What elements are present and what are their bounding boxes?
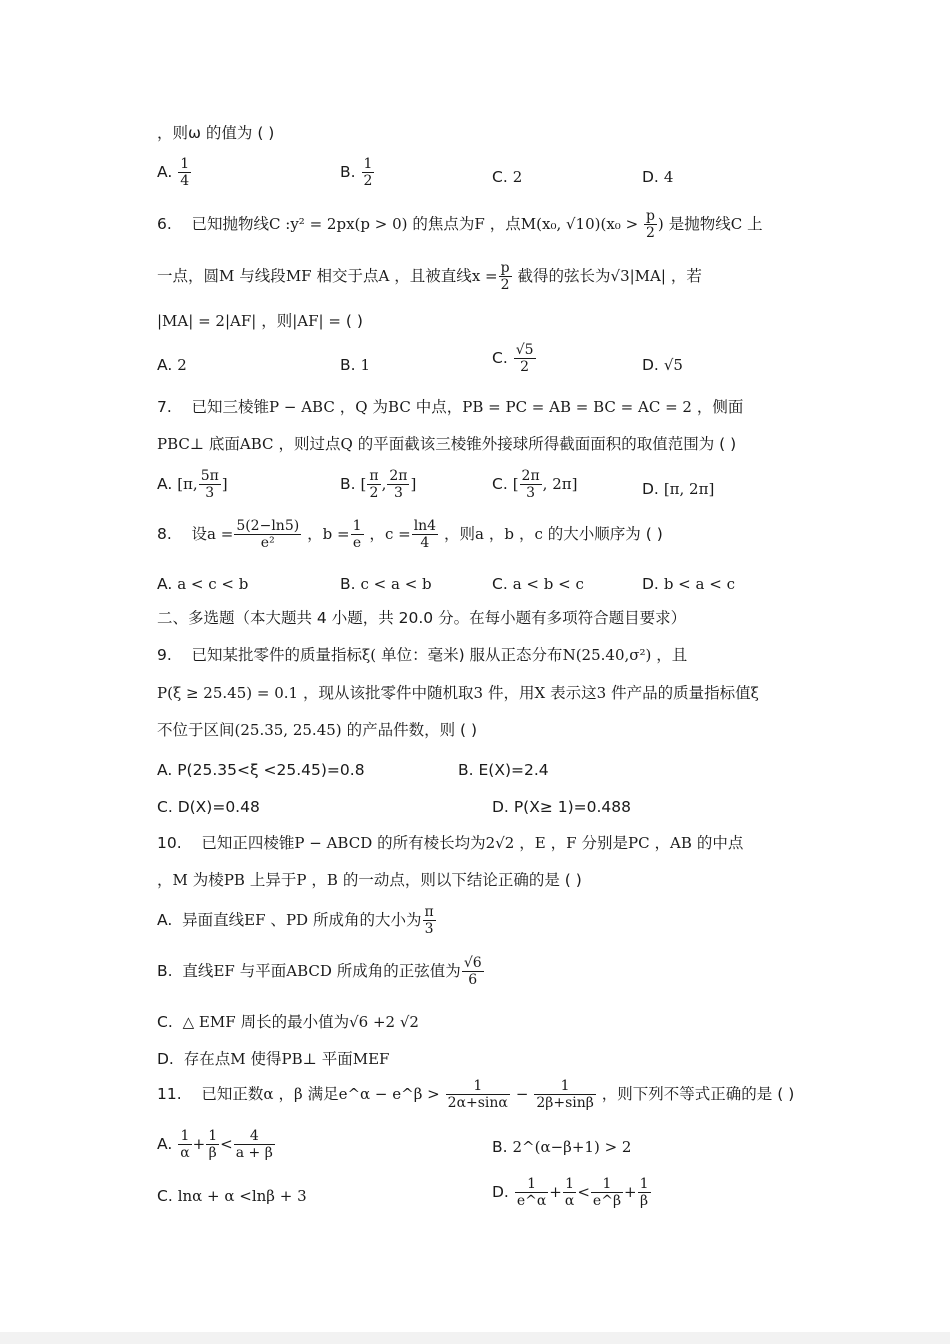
q10-option-c xyxy=(157,1010,419,1032)
fraction xyxy=(446,1078,510,1111)
fraction xyxy=(351,518,364,551)
fraction xyxy=(638,1176,651,1209)
q8-option-c xyxy=(492,575,584,593)
question-number: 7. xyxy=(157,398,172,416)
text: 是抛物线 xyxy=(663,215,731,234)
option-value: 4 xyxy=(663,168,674,186)
text: ，且被直线 xyxy=(389,267,472,286)
numerator: 1 xyxy=(446,1078,510,1095)
option-label: A. xyxy=(157,911,173,930)
q11-option-a xyxy=(157,1128,276,1161)
option-value: 2 xyxy=(512,168,523,186)
math: M xyxy=(172,871,188,889)
math: ABC xyxy=(239,435,274,453)
q6-line-1 xyxy=(157,208,837,241)
q11-option-b xyxy=(492,1138,631,1156)
denominator: e xyxy=(352,535,362,552)
fraction xyxy=(199,468,221,501)
text: 一点，圆 xyxy=(157,267,220,286)
text: ， xyxy=(483,525,505,544)
q6-option-b xyxy=(340,356,370,374)
q6-line-3 xyxy=(157,314,837,330)
section-heading xyxy=(157,611,837,627)
option-label: B. xyxy=(157,962,173,981)
q10-line-1 xyxy=(157,836,837,852)
page-bottom-edge xyxy=(0,1332,950,1344)
math: C :y² = 2px(p > 0) xyxy=(269,215,408,234)
text: ， xyxy=(364,525,385,544)
fraction xyxy=(462,955,484,988)
math: [ xyxy=(512,475,519,494)
q5-stem: ，则ω 的值为 ( ) xyxy=(157,124,275,142)
fraction xyxy=(387,468,409,501)
text: 单位：毫米) 服从正态分布 xyxy=(376,646,563,664)
denominator: 2α+sinα xyxy=(447,1095,508,1112)
math: EF xyxy=(244,911,266,930)
math: ξ xyxy=(750,684,759,702)
denominator: 4 xyxy=(180,173,190,190)
text: 的所有棱长均为 xyxy=(372,834,486,852)
text: 截得的弦长为 xyxy=(512,267,611,286)
denominator: 2 xyxy=(369,485,379,502)
text: 的中点 xyxy=(691,834,744,852)
numerator: 1 xyxy=(515,1176,548,1193)
numerator: 1 xyxy=(178,1128,191,1145)
math: ξ( xyxy=(362,646,377,664)
numerator: 1 xyxy=(180,156,190,172)
denominator: 2 xyxy=(363,173,373,190)
math: P − ABCD xyxy=(294,834,373,852)
question-number: 9. xyxy=(157,646,172,664)
math: Q xyxy=(340,435,353,453)
numerator: 1 xyxy=(534,1078,596,1095)
option-label: A. xyxy=(157,475,173,494)
q11-line-1 xyxy=(157,1078,837,1111)
denominator: α xyxy=(564,1193,575,1210)
math: |MA| = 2|AF| xyxy=(157,312,257,330)
text: 与线段 xyxy=(234,267,286,286)
q5-tail-text xyxy=(157,126,837,142)
denominator: 2β+sinβ xyxy=(536,1095,594,1112)
math: + xyxy=(549,1183,562,1202)
q7-option-c xyxy=(492,468,577,501)
denominator: β xyxy=(640,1193,649,1210)
fraction xyxy=(234,1128,275,1161)
question-number: 6. xyxy=(157,215,172,234)
math: 3 xyxy=(596,684,607,702)
option-label: C. xyxy=(157,1013,173,1031)
option-value: a < b < c xyxy=(512,575,584,593)
q9-line-1 xyxy=(157,648,837,664)
math: ] xyxy=(410,475,417,494)
text: 上异于 xyxy=(244,871,297,889)
numerator: 1 xyxy=(591,1176,623,1193)
text: ，则 xyxy=(439,525,476,544)
math: AB xyxy=(670,834,692,852)
numerator: 1 xyxy=(363,156,373,172)
numerator: 5(2−ln5) xyxy=(236,518,300,534)
q6-option-c xyxy=(492,342,537,375)
section-title: 二、多选题（本大题共 4 小题，共 20.0 分。在每小题有多项符合题目要求） xyxy=(157,609,687,627)
text: 所成角的大小为 xyxy=(308,911,422,930)
fraction xyxy=(520,468,542,501)
option-value: √5 xyxy=(663,356,683,374)
denominator: a + β xyxy=(235,1145,273,1162)
math: β xyxy=(293,1085,303,1104)
text: ， xyxy=(302,525,323,544)
numerator: 2π xyxy=(521,468,540,484)
numerator: 4 xyxy=(234,1128,275,1145)
math: b xyxy=(504,525,515,544)
option-value: E(X)=2.4 xyxy=(478,761,549,779)
math: PB⊥ xyxy=(281,1050,317,1068)
text: ， xyxy=(514,525,535,544)
fraction xyxy=(499,260,512,293)
q10-option-b xyxy=(157,955,485,988)
option-label: C. xyxy=(492,475,508,494)
text: 直线 xyxy=(182,962,214,981)
q5-option-d xyxy=(642,168,673,186)
question-number: 11. xyxy=(157,1085,182,1104)
text: ，且 xyxy=(651,646,688,664)
math: B xyxy=(326,871,338,889)
fraction xyxy=(515,1176,548,1209)
fraction xyxy=(367,468,380,501)
text: 不位于区间 xyxy=(157,721,235,739)
denominator: 2 xyxy=(500,277,510,294)
numerator: 1 xyxy=(208,1128,218,1144)
numerator: p xyxy=(500,260,510,276)
text: ，则 xyxy=(256,312,293,330)
text: 底面 xyxy=(203,435,240,453)
denominator: 3 xyxy=(393,485,403,502)
option-label: A. xyxy=(157,163,173,182)
math: EF xyxy=(213,962,235,981)
q9-option-d xyxy=(492,798,631,816)
option-label: D. xyxy=(642,168,659,186)
math: E xyxy=(534,834,546,852)
text: 的平面截该三棱锥外接球所得截面面积的取值范围为 ( ) xyxy=(352,435,737,453)
option-value: b < a < c xyxy=(663,575,735,593)
text: 所成角的正弦值为 xyxy=(331,962,461,981)
math: a xyxy=(475,525,484,544)
text: 与平面 xyxy=(234,962,287,981)
math: F xyxy=(566,834,577,852)
denominator: 4 xyxy=(420,535,430,552)
math: P − ABC xyxy=(269,398,335,416)
q7-line-1 xyxy=(157,400,837,416)
math: M xyxy=(219,267,235,286)
fraction xyxy=(178,156,191,189)
numerator: p xyxy=(645,208,655,224)
text: 为 xyxy=(367,398,389,416)
option-value: c < a < b xyxy=(360,575,432,593)
q7-option-b xyxy=(340,468,416,501)
option-label: A. xyxy=(157,1135,173,1154)
option-value: P(25.35<ξ <25.45)=0.8 xyxy=(177,761,365,779)
text: ， xyxy=(334,398,356,416)
fraction xyxy=(423,904,436,937)
q10-option-a xyxy=(157,904,437,937)
text: 中点， xyxy=(410,398,463,416)
text: 已知抛物线 xyxy=(191,215,270,234)
text: 平面 xyxy=(316,1050,353,1068)
math: b = xyxy=(322,525,350,544)
math: M(x₀, √10)(x₀ > xyxy=(520,215,643,234)
q8-option-b xyxy=(340,575,432,593)
math: PB = PC = AB = BC = AC = 2 xyxy=(462,398,692,416)
text: 已知三棱锥 xyxy=(191,398,270,416)
q11-option-d xyxy=(492,1176,652,1209)
option-label: D. xyxy=(492,798,509,816)
q6-option-a xyxy=(157,356,187,374)
option-value: a < c < b xyxy=(177,575,249,593)
math: e^α − e^β > xyxy=(338,1085,440,1104)
math: x = xyxy=(471,267,498,286)
text: 异面直线 xyxy=(182,911,245,930)
math: PBC⊥ xyxy=(157,435,204,453)
math: M xyxy=(230,1050,246,1068)
option-label: B. xyxy=(492,1138,508,1156)
text: 的大小顺序为 ( ) xyxy=(542,525,663,544)
option-label: B. xyxy=(340,475,356,494)
text: 表示这 xyxy=(545,684,597,702)
option-label: C. xyxy=(157,798,173,816)
q9-option-a xyxy=(157,761,365,779)
text: ，侧面 xyxy=(691,398,744,416)
q9-option-c xyxy=(157,798,260,816)
q7-option-d xyxy=(642,480,714,498)
text: 已知正四棱锥 xyxy=(201,834,295,852)
text: ， xyxy=(306,871,327,889)
option-label: A. xyxy=(157,356,173,374)
text: 满足 xyxy=(302,1085,339,1104)
text: ， xyxy=(649,834,671,852)
math: MEF xyxy=(352,1050,390,1068)
option-value: P(X≥ 1)=0.488 xyxy=(513,798,632,816)
math: , 2π] xyxy=(542,475,578,494)
math: [π, xyxy=(177,475,198,494)
question-number: 8. xyxy=(157,525,172,544)
math: |AF| = xyxy=(292,312,341,330)
option-label: B. xyxy=(340,356,356,374)
denominator: 3 xyxy=(205,485,215,502)
math: Q xyxy=(355,398,368,416)
math: (25.35, 25.45) xyxy=(234,721,342,739)
numerator: 1 xyxy=(639,1176,649,1192)
math: ABCD xyxy=(286,962,332,981)
denominator: e² xyxy=(260,535,275,552)
math: PD xyxy=(285,911,309,930)
math: BC xyxy=(388,398,411,416)
math: △ EMF xyxy=(182,1013,236,1031)
math: √3|MA| xyxy=(610,267,666,286)
text: ，则下列不等式正确的是 ( ) xyxy=(596,1085,795,1104)
numerator: 5π xyxy=(200,468,219,484)
math: a = xyxy=(207,525,234,544)
option-value: D(X)=0.48 xyxy=(177,798,260,816)
numerator: π xyxy=(369,468,379,484)
option-label: B. xyxy=(340,575,356,593)
numerator: ln4 xyxy=(413,518,437,534)
q8-option-a xyxy=(157,575,248,593)
text: ， xyxy=(514,834,535,852)
fraction xyxy=(514,342,536,375)
text: ，现从该批零件中随机取 xyxy=(298,684,474,702)
denominator: 3 xyxy=(424,921,434,938)
option-label: C. xyxy=(157,1187,173,1205)
q5-option-c xyxy=(492,168,522,186)
math: 2√2 xyxy=(485,834,515,852)
q7-line-2 xyxy=(157,437,837,453)
text: 为棱 xyxy=(187,871,224,889)
math: α xyxy=(263,1085,274,1104)
option-label: C. xyxy=(492,168,508,186)
fraction xyxy=(644,208,657,241)
math: + xyxy=(624,1183,637,1202)
q8-option-d xyxy=(642,575,735,593)
math: N(25.40,σ²) xyxy=(562,646,652,664)
text: ，若 xyxy=(665,267,702,286)
math: PB xyxy=(223,871,245,889)
q9-option-b xyxy=(458,761,549,779)
text: 上 xyxy=(742,215,763,234)
option-value: 2^(α−β+1) > 2 xyxy=(512,1138,632,1156)
math: + xyxy=(192,1135,206,1154)
math: F xyxy=(474,215,485,234)
numerator: √5 xyxy=(515,342,534,358)
text: 已知某批零件的质量指标 xyxy=(191,646,363,664)
text: 已知正数 xyxy=(201,1085,264,1104)
math: √6 +2 √2 xyxy=(349,1013,419,1031)
denominator: 6 xyxy=(468,972,478,989)
option-label: B. xyxy=(340,163,356,182)
question-number: 10. xyxy=(157,834,182,852)
fraction xyxy=(534,1078,596,1111)
option-label: C. xyxy=(492,349,508,368)
text: 件产品的质量指标值 xyxy=(606,684,751,702)
math: [ xyxy=(360,475,367,494)
q8-line-1 xyxy=(157,518,837,551)
math: c xyxy=(534,525,543,544)
fraction xyxy=(206,1128,219,1161)
fraction xyxy=(563,1176,576,1209)
math: , xyxy=(381,475,387,494)
math: X xyxy=(534,684,546,702)
numerator: 1 xyxy=(563,1176,576,1193)
q11-option-c xyxy=(157,1187,307,1205)
text: ， xyxy=(545,834,567,852)
text: 使得 xyxy=(245,1050,282,1068)
q6-line-2 xyxy=(157,260,837,293)
option-label: D. xyxy=(157,1050,174,1068)
numerator: √6 xyxy=(463,955,482,971)
text: ， xyxy=(273,1085,294,1104)
text: 的一动点，则以下结论正确的是 ( ) xyxy=(337,871,582,889)
math: − xyxy=(515,1085,529,1104)
fraction xyxy=(362,156,375,189)
option-value: lnα + α <lnβ + 3 xyxy=(177,1187,307,1205)
math: c = xyxy=(384,525,411,544)
option-label: A. xyxy=(157,575,173,593)
option-value: 1 xyxy=(360,356,371,374)
denominator: 2 xyxy=(520,359,530,376)
text: 周长的最小值为 xyxy=(235,1013,350,1031)
text: 的产品件数，则 ( ) xyxy=(341,721,478,739)
denominator: e^α xyxy=(516,1193,547,1210)
text: 、 xyxy=(265,911,286,930)
numerator: 1 xyxy=(352,518,362,534)
q6-option-d xyxy=(642,356,683,374)
option-value: 2 xyxy=(177,356,187,374)
fraction xyxy=(234,518,301,551)
option-label: D. xyxy=(642,575,659,593)
option-label: C. xyxy=(492,575,508,593)
text: 设 xyxy=(191,525,208,544)
text: ， xyxy=(157,871,173,889)
q5-option-a xyxy=(157,156,192,189)
text: 件，用 xyxy=(483,684,535,702)
text: 的焦点为 xyxy=(407,215,475,234)
fraction xyxy=(178,1128,191,1161)
q5-option-b xyxy=(340,156,375,189)
math: ) xyxy=(657,215,664,234)
math: C xyxy=(730,215,743,234)
q10-line-2 xyxy=(157,873,837,889)
numerator: 2π xyxy=(389,468,408,484)
option-label: A. xyxy=(157,761,173,779)
math: PC xyxy=(628,834,650,852)
denominator: β xyxy=(208,1145,217,1162)
math: < xyxy=(577,1183,590,1202)
math: MF xyxy=(285,267,312,286)
text: 存在点 xyxy=(183,1050,231,1068)
denominator: e^β xyxy=(592,1193,622,1210)
text: 分别是 xyxy=(576,834,629,852)
option-label: D. xyxy=(492,1183,509,1202)
q9-line-3 xyxy=(157,723,837,739)
option-label: D. xyxy=(642,356,659,374)
math: < xyxy=(220,1135,233,1154)
option-value: [π, 2π] xyxy=(663,480,715,498)
option-label: D. xyxy=(642,480,659,498)
q9-line-2 xyxy=(157,686,837,702)
denominator: α xyxy=(180,1145,190,1162)
option-label: B. xyxy=(458,761,474,779)
math: ] xyxy=(221,475,228,494)
q10-option-d xyxy=(157,1047,389,1069)
denominator: 2 xyxy=(645,225,655,242)
math: 3 xyxy=(473,684,484,702)
denominator: 3 xyxy=(526,485,536,502)
fraction xyxy=(412,518,438,551)
text: ( ) xyxy=(340,312,363,330)
q7-option-a xyxy=(157,468,228,501)
math: P xyxy=(296,871,307,889)
text: ，则过点 xyxy=(273,435,341,453)
math: A xyxy=(378,267,390,286)
numerator: π xyxy=(424,904,434,920)
fraction xyxy=(591,1176,623,1209)
math: P(ξ ≥ 25.45) = 0.1 xyxy=(157,684,299,702)
text: ，点 xyxy=(484,215,521,234)
text: 相交于点 xyxy=(311,267,379,286)
